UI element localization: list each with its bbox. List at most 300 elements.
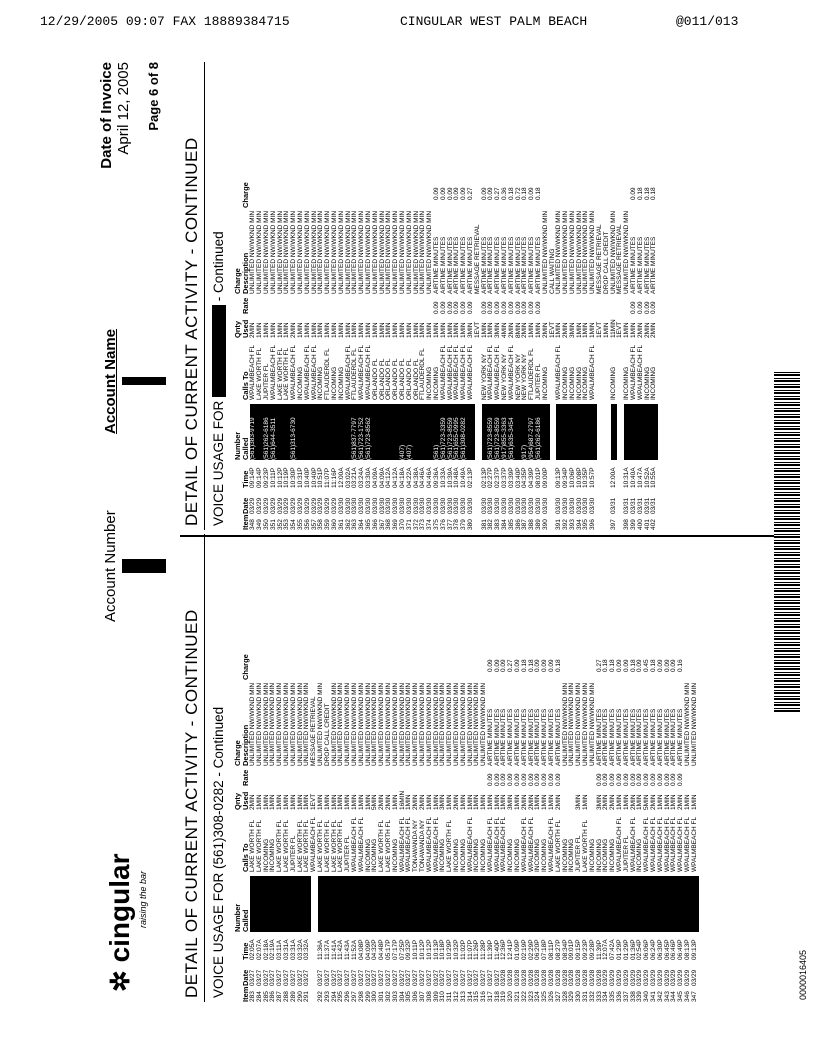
cell-description: AIRTIME MINUTES <box>622 708 630 766</box>
cell-item: 345 <box>677 991 685 1002</box>
cell-calls-to: WPALMBEACH FL <box>486 816 494 872</box>
cell-qty: 1MIN <box>310 322 318 338</box>
cell-date: 03/27 <box>384 969 392 986</box>
cell-date: 03/29 <box>317 497 325 514</box>
cell-item: 352 <box>276 519 284 530</box>
cell-rate: 0.09 <box>528 301 536 314</box>
called-number-redaction <box>577 404 584 460</box>
cell-description: AIRTIME MINUTES <box>521 236 529 294</box>
cell-time: 02:37P <box>494 467 502 488</box>
cell-time: 10:51P <box>317 467 325 488</box>
cell-description: AIRTIME MINUTES <box>494 236 502 294</box>
table-row <box>577 62 584 530</box>
cell-item: 348 <box>249 519 257 530</box>
cell-date: 03/29 <box>269 497 277 514</box>
cell-description: AIRTIME MINUTES <box>541 708 549 766</box>
cell-date: 03/30 <box>460 497 468 514</box>
cell-item: 368 <box>385 519 393 530</box>
cell-item: 316 <box>480 991 488 1002</box>
barcode <box>774 372 800 712</box>
cell-time: 01:09P <box>514 939 522 960</box>
cell-description: AIRTIME MINUTES <box>650 708 658 766</box>
cell-description: AIRTIME MINUTES <box>527 708 535 766</box>
cell-date: 03/30 <box>555 497 563 514</box>
table-row <box>570 62 577 530</box>
cell-item: 400 <box>636 519 644 530</box>
table-row <box>413 534 420 1002</box>
cell-description: AIRTIME MINUTES <box>643 708 651 766</box>
cell-calls-to: WPALMBEACH FL <box>589 344 597 400</box>
cell-charge: 0.18 <box>520 659 528 672</box>
cell-item: 287 <box>276 991 284 1002</box>
cell-description: UNLIMITED NW/WKND MIN <box>297 210 305 294</box>
cell-qty: 1MIN <box>331 322 338 338</box>
cell-time: 04:39P <box>528 467 536 488</box>
cell-calls-to: WPALMBEACH FL <box>629 816 637 872</box>
cell-qty: 1MIN <box>344 794 352 810</box>
cell-rate: 0.09 <box>514 773 522 786</box>
table-row <box>345 534 352 1002</box>
cell-calls-to: INCOMING <box>561 838 569 872</box>
cell-qty: 2MIN <box>249 322 257 338</box>
cell-date: 03/28 <box>520 969 528 986</box>
cell-item: 397 <box>609 519 617 530</box>
cell-rate: 0.09 <box>622 773 630 786</box>
cell-item: 285 <box>262 991 270 1002</box>
called-number-redaction <box>488 876 495 932</box>
cell-calls-to: NEW YORK NY <box>521 353 529 400</box>
cell-calls-to: WPALMBEACH FL <box>616 816 624 872</box>
cell-item: 323 <box>527 991 535 1002</box>
usage-rows <box>250 534 699 1002</box>
cell-item: 313 <box>459 991 467 1002</box>
table-row <box>509 62 516 530</box>
cell-date: 03/31 <box>609 497 617 514</box>
cell-time: 02:18A <box>262 939 270 960</box>
cell-calls-to: TONAWANDA NY <box>418 819 426 872</box>
cell-date: 03/30 <box>337 497 345 514</box>
cell-item: 357 <box>310 519 318 530</box>
cell-description: AIRTIME MINUTES <box>656 708 664 766</box>
cell-calls-to: ORLANDO FL <box>371 358 379 400</box>
cell-rate: 0.09 <box>493 773 501 786</box>
table-row <box>406 534 413 1002</box>
cell-time: 10:13P <box>432 939 440 960</box>
cell-calls-to: WPALMBEACH FL <box>358 344 366 400</box>
called-number-redaction <box>400 876 407 932</box>
table-row <box>332 62 339 530</box>
cell-qty: 1MIN <box>426 322 434 338</box>
called-number-redaction <box>305 404 312 460</box>
cell-date: 03/27 <box>412 969 420 986</box>
cell-description: UNLIMITED NW/WKND MIN <box>290 210 298 294</box>
cell-rate: 0.09 <box>541 773 549 786</box>
cell-called: (561)308-0282 <box>460 417 468 460</box>
cell-qty: 1MIN <box>419 322 427 338</box>
cell-date: 03/28 <box>507 969 515 986</box>
cell-qty: 2MIN <box>636 322 644 338</box>
cell-qty: 1MIN <box>555 322 563 338</box>
cell-item: 390 <box>541 519 549 530</box>
cell-charge: 0.09 <box>487 187 495 200</box>
cell-time: 04:46A <box>426 467 434 488</box>
account-number-redaction <box>122 559 166 573</box>
cell-calls-to: WPALMBEACH FL <box>494 344 502 400</box>
cell-calls-to: WPALMBEACH FL <box>350 816 358 872</box>
cell-description: UNLIMITED NW/WKND MIN <box>405 210 413 294</box>
table-row <box>556 62 563 530</box>
cell-calls-to: WPALMBEACH FL <box>643 816 651 872</box>
table-row <box>468 62 475 530</box>
header-qty: Qnty Used <box>233 319 251 338</box>
cell-time: 02:29P <box>527 939 535 960</box>
cell-item: 349 <box>256 519 264 530</box>
called-number-redaction <box>380 404 387 460</box>
cell-description: UNLIMITED NW/WKND MIN <box>249 210 257 294</box>
cell-time: 03:31A <box>282 939 290 960</box>
table-row <box>597 534 604 1002</box>
cell-calls-to: INCOMING <box>452 838 460 872</box>
cell-calls-to: INCOMING <box>364 838 372 872</box>
page-number: Page 6 of 8 <box>146 62 161 131</box>
cell-description: UNLIMITED NW/WKND MIN <box>459 682 467 766</box>
table-row <box>304 534 311 1002</box>
cell-calls-to: WPALMBEACH FL <box>269 344 277 400</box>
cell-time: 01:36P <box>629 939 637 960</box>
cell-called: (561)262-6186 <box>263 417 271 460</box>
cell-calls-to: INCOMING <box>568 366 576 400</box>
cell-qty: 2MIN <box>452 794 460 810</box>
cell-description: UNLIMITED NW/WKND MIN <box>276 682 284 766</box>
cell-calls-to: LAKE WORTH FL <box>249 819 256 872</box>
cell-item: 328 <box>561 991 569 1002</box>
cell-calls-to: FTLAUDERDL FL <box>351 348 359 400</box>
cell-date: 03/27 <box>486 969 494 986</box>
cell-time: 09:14P <box>256 467 264 488</box>
cell-calls-to: INCOMING <box>541 838 549 872</box>
cell-date: 03/30 <box>351 497 359 514</box>
cell-description: UNLIMITED NW/WKND MIN <box>331 210 338 294</box>
cell-qty: 1MIN <box>350 794 358 810</box>
cell-rate: 0.09 <box>487 301 495 314</box>
cell-rate: 0.09 <box>548 773 556 786</box>
cell-description: UNLIMITED NW/WKND MIN <box>425 682 433 766</box>
table-row <box>644 534 651 1002</box>
cell-charge: 0.09 <box>541 659 549 672</box>
cell-qty: 1MIN <box>439 322 447 338</box>
called-number-redaction <box>332 404 339 460</box>
cell-rate: 0.09 <box>636 773 644 786</box>
cell-item: 351 <box>269 519 277 530</box>
cell-qty: 1MIN <box>446 322 454 338</box>
cell-time: 09:28P <box>588 939 596 960</box>
called-number-redaction <box>461 876 468 932</box>
cell-description: UNLIMITED NW/WKND MIN <box>337 210 345 294</box>
called-number-redaction <box>535 876 542 932</box>
cell-date: 03/29 <box>684 969 691 986</box>
cell-time: 11:28P <box>480 939 488 960</box>
cell-time: 12:36P <box>500 939 508 960</box>
cell-item: 306 <box>412 991 420 1002</box>
cell-called: (954)687-2797 <box>528 417 536 460</box>
called-number-redaction <box>563 404 570 460</box>
cell-rate: 0.09 <box>494 301 502 314</box>
cell-calls-to: WPALMBEACH FL <box>453 344 461 400</box>
cell-date: 03/29 <box>650 969 658 986</box>
cell-calls-to: LAKE WORTH FL <box>316 819 324 872</box>
cell-calls-to: FTLAUDERDL FL <box>419 348 427 400</box>
cell-item: 329 <box>568 991 576 1002</box>
cingular-logo <box>104 854 136 993</box>
table-row <box>508 534 515 1002</box>
cell-date: 03/30 <box>514 497 522 514</box>
called-number-redaction <box>590 404 597 460</box>
cell-time: 03:39P <box>507 467 515 488</box>
header-date: Date <box>241 497 251 514</box>
cell-time: 04:35P <box>521 467 529 488</box>
cell-date: 03/27 <box>255 969 263 986</box>
cell-calls-to: INCOMING <box>609 366 617 400</box>
cell-time: 01:29P <box>616 939 624 960</box>
cell-description: UNLIMITED NW/WKND MIN <box>561 682 569 766</box>
cell-description: MESSAGE RETRIEVAL <box>596 224 604 294</box>
column-headers <box>228 534 250 1002</box>
cell-date: 03/27 <box>405 969 413 986</box>
cell-description: UNLIMITED NW/WKND MIN <box>398 210 406 294</box>
cell-date: 03/27 <box>466 969 474 986</box>
cell-qty: 1MIN <box>296 794 304 810</box>
cell-description: UNLIMITED NW/WKND MIN <box>344 682 352 766</box>
called-number-redaction <box>474 876 481 932</box>
cell-time: 10:48A <box>453 467 461 488</box>
cell-date: 03/27 <box>249 969 256 986</box>
cell-item: 284 <box>255 991 263 1002</box>
cell-calls-to: WPALMBEACH FL <box>650 816 658 872</box>
called-number-redaction <box>278 404 285 460</box>
cell-date: 03/27 <box>282 969 290 986</box>
called-number-redaction <box>277 876 284 932</box>
called-number-redaction <box>508 876 515 932</box>
cell-calls-to: JUPITER FL <box>575 835 583 872</box>
cell-qty: 1MIN <box>316 794 324 810</box>
invoice-date <box>98 62 132 169</box>
cell-time: 10:11P <box>269 467 277 488</box>
table-row <box>305 62 312 530</box>
called-number-redaction <box>658 876 665 932</box>
cell-item: 290 <box>296 991 304 1002</box>
cell-item: 383 <box>494 519 502 530</box>
cell-date: 03/30 <box>398 497 406 514</box>
cell-calls-to: WPALMBEACH FL <box>357 816 365 872</box>
cell-charge: 0.09 <box>622 659 630 672</box>
table-row <box>481 534 488 1002</box>
cell-qty: 1MIN <box>364 322 372 338</box>
cell-time: 06:46P <box>670 939 678 960</box>
cell-qty: 2MIN <box>507 322 515 338</box>
cell-charge: 0.18 <box>636 187 644 200</box>
cell-time: 12:00A <box>337 467 345 488</box>
phone-redaction <box>212 305 226 397</box>
cell-item: 331 <box>582 991 590 1002</box>
called-number-redaction <box>304 876 311 932</box>
cell-calls-to: WPALMBEACH FL <box>303 344 311 400</box>
cell-rate: 0.09 <box>520 773 528 786</box>
cell-charge: 0.09 <box>486 659 494 672</box>
cell-item: 369 <box>392 519 400 530</box>
cell-description: UNLIMITED NW/WKND MIN <box>384 682 392 766</box>
cell-time: 03:21A <box>351 467 359 488</box>
cell-qty: 3MIN <box>466 322 474 338</box>
cell-qty: 3MIN <box>507 794 515 810</box>
cell-date: 03/28 <box>568 969 576 986</box>
table-row <box>400 534 407 1002</box>
cell-called: (561)383-9719 <box>249 417 257 460</box>
cell-time: 02:13P <box>480 467 488 488</box>
cell-date: 03/29 <box>303 497 311 514</box>
cell-date: 03/30 <box>528 497 536 514</box>
cell-time: 03:37P <box>500 467 508 488</box>
cell-item: 305 <box>405 991 413 1002</box>
cell-date: 03/27 <box>425 969 433 986</box>
cell-date: 03/29 <box>297 497 305 514</box>
cell-description: MESSAGE RETRIEVAL <box>616 224 624 294</box>
cell-date: 03/27 <box>316 969 324 986</box>
table-row <box>352 534 359 1002</box>
cell-time: 12:00A <box>609 467 617 488</box>
cell-time: 10:31A <box>623 467 631 488</box>
cell-date: 03/27 <box>446 969 454 986</box>
cell-item: 386 <box>514 519 522 530</box>
called-number-redaction <box>617 876 624 932</box>
cell-qty: 2MIN <box>378 794 386 810</box>
cell-description: AIRTIME MINUTES <box>507 236 515 294</box>
tagline: raising the bar <box>138 870 148 928</box>
cell-description: AIRTIME MINUTES <box>630 236 638 294</box>
cell-description: UNLIMITED NW/WKND MIN <box>316 682 324 766</box>
cell-qty: 1MIN <box>548 794 556 810</box>
table-row <box>454 534 461 1002</box>
cell-description: UNLIMITED NW/WKND MIN <box>480 682 488 766</box>
cell-date: 03/28 <box>588 969 596 986</box>
cell-time: 10:49A <box>460 467 468 488</box>
cell-date: 03/29 <box>690 969 698 986</box>
cell-calls-to: ORLANDO FL <box>385 358 393 400</box>
cell-description: UNLIMITED NW/WKND MIN <box>324 210 332 294</box>
header-item: Item <box>241 986 250 1002</box>
cell-qty: 1MIN <box>289 794 297 810</box>
cell-qty: 1EVT <box>548 321 556 338</box>
table-row <box>590 62 597 530</box>
cell-time: 10:08P <box>575 467 583 488</box>
table-row <box>440 534 447 1002</box>
cell-time: 09:14P <box>249 467 257 488</box>
cell-rate: 0.09 <box>514 301 522 314</box>
cell-description: AIRTIME MINUTES <box>609 708 617 766</box>
cell-rate: 0.09 <box>466 301 474 314</box>
cell-description: UNLIMITED NW/WKND MIN <box>392 210 400 294</box>
cell-qty: 2MIN <box>249 794 256 810</box>
table-row <box>536 62 543 530</box>
called-number-redaction <box>495 876 502 932</box>
cell-date: 03/30 <box>358 497 366 514</box>
cell-description: CALL WAITING <box>548 248 556 294</box>
cell-time: 10:12P <box>425 939 433 960</box>
cell-time: 08:27P <box>554 939 562 960</box>
called-number-redaction <box>339 404 346 460</box>
cell-qty: 2MIN <box>629 794 637 810</box>
cell-called: (561)635-3454 <box>507 417 515 460</box>
fax-header <box>0 14 816 34</box>
cell-qty: 3MIN <box>494 322 502 338</box>
cell-description: AIRTIME MINUTES <box>548 708 556 766</box>
cell-item: 347 <box>690 991 698 1002</box>
cell-rate: 0.09 <box>500 773 508 786</box>
cell-qty: 2MIN <box>677 794 685 810</box>
called-number-redaction <box>631 876 638 932</box>
called-number-redaction <box>671 876 678 932</box>
table-row <box>447 534 454 1002</box>
cell-item: 321 <box>514 991 522 1002</box>
cell-calls-to: ORLANDO FL <box>378 358 386 400</box>
cell-qty: 1MIN <box>528 322 536 338</box>
cell-item: 293 <box>323 991 331 1002</box>
called-number-redaction <box>332 876 339 932</box>
cell-description: UNLIMITED NW/WKND MIN <box>358 210 366 294</box>
table-row <box>563 534 570 1002</box>
cell-description: UNLIMITED NW/WKND MIN <box>391 682 399 766</box>
cell-date: 03/28 <box>514 969 522 986</box>
cell-calls-to: WPALMBEACH FL <box>460 344 468 400</box>
cell-item: 335 <box>609 991 617 1002</box>
cell-time: 04:22A <box>405 467 413 488</box>
table-row <box>414 62 421 530</box>
cell-calls-to: WPALMBEACH FL <box>310 816 318 872</box>
table-row <box>271 62 278 530</box>
table-row <box>420 62 427 530</box>
header-calls-to: Calls To <box>241 843 250 872</box>
cell-time: 08:34P <box>561 939 569 960</box>
cell-item: 346 <box>684 991 691 1002</box>
rotated-invoice-stage <box>88 48 816 1008</box>
cell-description: AIRTIME MINUTES <box>453 236 461 294</box>
cell-item: 288 <box>282 991 290 1002</box>
cell-time: 11:40P <box>493 939 501 960</box>
cell-description: UNLIMITED NW/WKND MIN <box>344 210 352 294</box>
table-row <box>590 534 597 1002</box>
cell-time: 07:25P <box>398 939 406 960</box>
cell-time: 04:46A <box>419 467 427 488</box>
called-number-redaction <box>569 876 576 932</box>
cell-description: AIRTIME MINUTES <box>500 236 508 294</box>
cell-calls-to: FTLAUDERDL FL <box>324 348 332 400</box>
called-number-redaction <box>366 876 373 932</box>
cell-rate: 0.09 <box>486 773 494 786</box>
cell-time: 03:31A <box>289 939 297 960</box>
cell-calls-to: WPALMBEACH FL <box>684 816 691 872</box>
called-number-redaction <box>597 876 604 932</box>
cell-rate: 0.09 <box>663 773 671 786</box>
cell-date: 03/29 <box>622 969 630 986</box>
cell-qty: 1MIN <box>690 794 698 810</box>
cell-date: 03/30 <box>589 497 597 514</box>
cell-calls-to: WPALMBEACH FL <box>405 816 413 872</box>
cell-description: UNLIMITED NW/WKND MIN <box>466 682 474 766</box>
called-number-redaction <box>583 404 590 460</box>
called-number-redaction <box>352 876 359 932</box>
called-number-redaction <box>468 404 475 460</box>
cell-calls-to: INCOMING <box>534 838 542 872</box>
cell-qty: 1MIN <box>684 794 691 810</box>
